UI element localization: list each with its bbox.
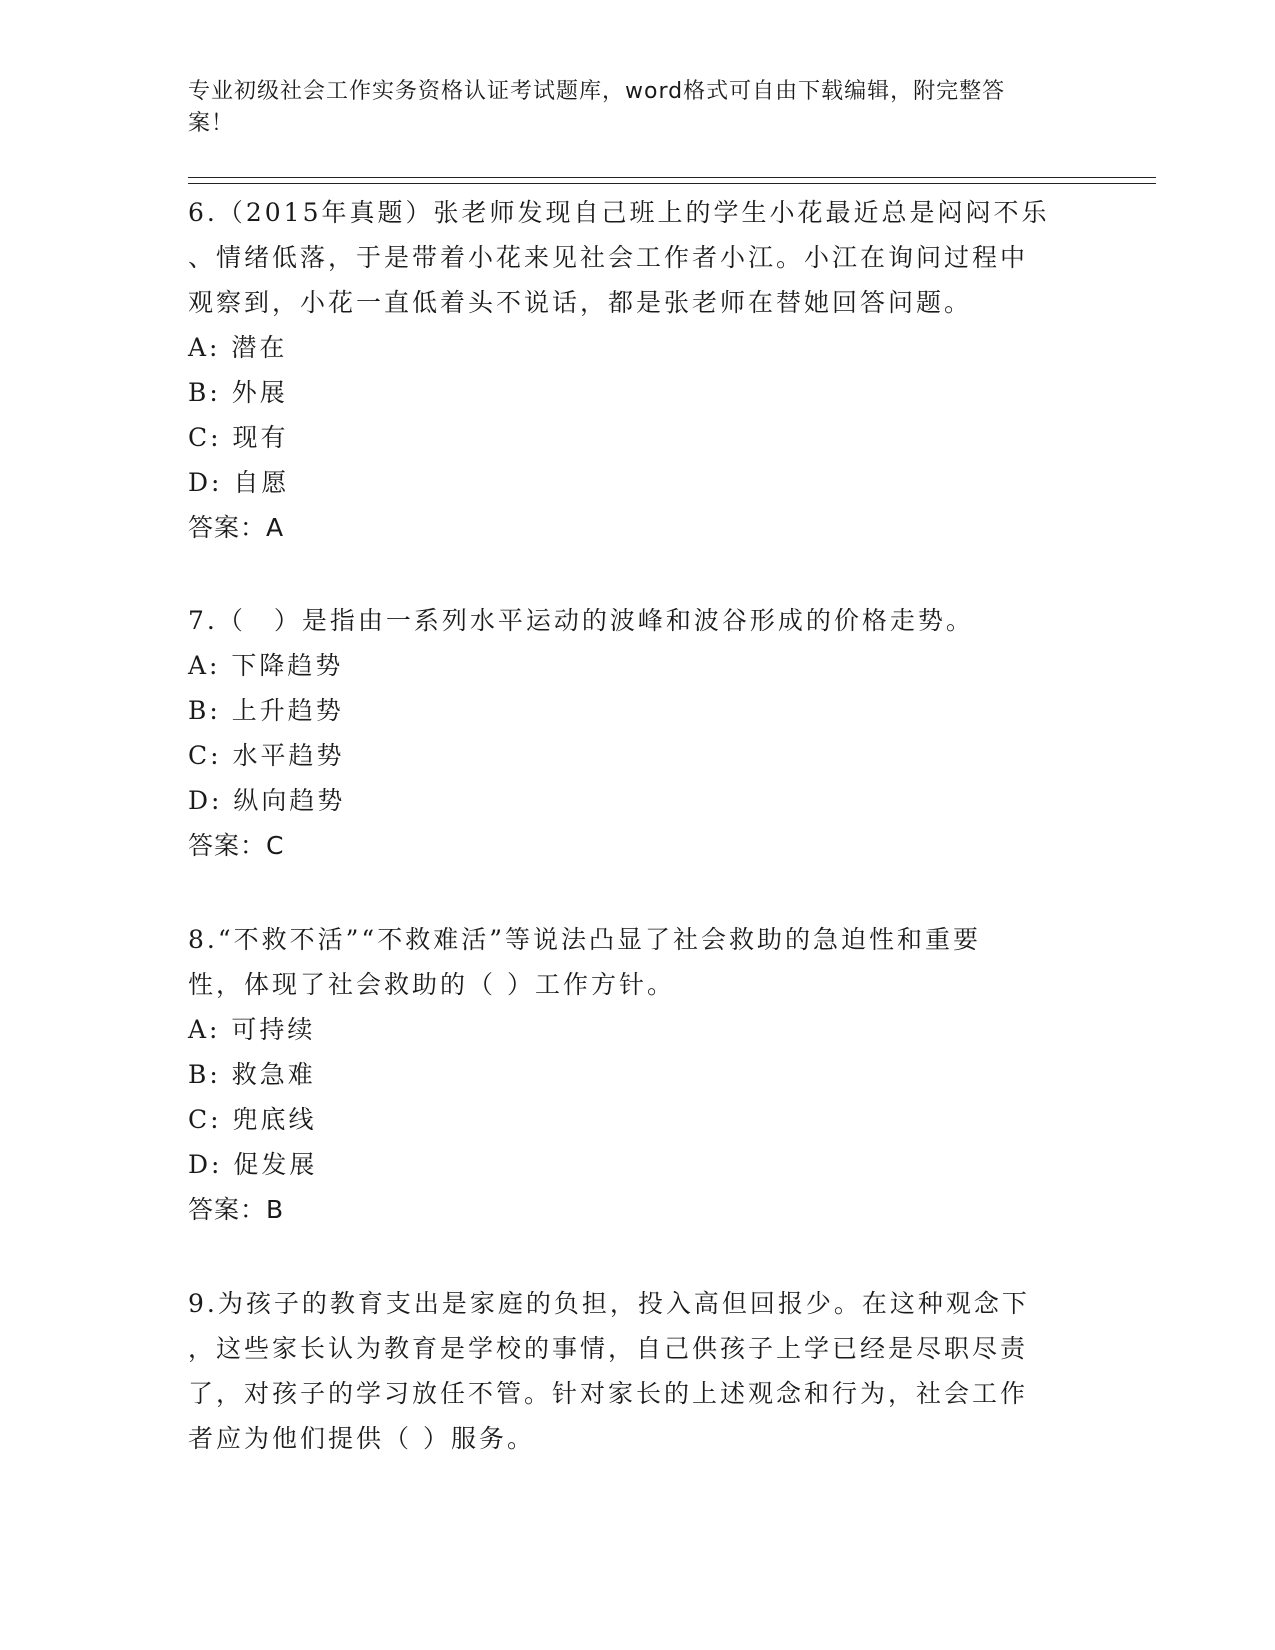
question-8-answer: 答案：B xyxy=(188,1195,285,1224)
question-6-answer: 答案：A xyxy=(188,513,285,542)
header-line-1: 专业初级社会工作实务资格认证考试题库，word格式可自由下载编辑，附完整答 xyxy=(188,79,1006,104)
question-7-option-d: D: 纵向趋势 xyxy=(188,786,346,815)
question-8-option-b: B: 救急难 xyxy=(188,1060,316,1089)
question-7-option-a: A: 下降趋势 xyxy=(188,651,344,680)
question-6-option-c: C: 现有 xyxy=(188,423,289,452)
question-6-line-2: 、情绪低落，于是带着小花来见社会工作者小江。小江在询问过程中 xyxy=(188,243,1029,272)
question-6-option-a: A: 潜在 xyxy=(188,333,288,362)
question-9-line-1: 9.为孩子的教育支出是家庭的负担，投入高但回报少。在这种观念下 xyxy=(188,1289,1030,1318)
question-6-line-1: 6.（2015年真题）张老师发现自己班上的学生小花最近总是闷闷不乐 xyxy=(188,198,1050,227)
question-8-line-1: 8.“不救不活”“不救难活”等说法凸显了社会救助的急迫性和重要 xyxy=(188,925,981,954)
question-7-answer: 答案：C xyxy=(188,831,285,860)
document-header xyxy=(188,76,1068,140)
question-9-line-4: 者应为他们提供（ ）服务。 xyxy=(188,1424,535,1453)
question-7 xyxy=(188,598,1068,868)
question-7-option-b: B: 上升趋势 xyxy=(188,696,344,725)
question-8-line-2: 性，体现了社会救助的（ ）工作方针。 xyxy=(188,970,675,999)
question-8 xyxy=(188,917,1068,1232)
question-6 xyxy=(188,190,1068,550)
question-8-option-a: A: 可持续 xyxy=(188,1015,316,1044)
header-line-2: 案！ xyxy=(188,111,235,136)
question-6-option-d: D: 自愿 xyxy=(188,468,290,497)
question-8-option-c: C: 兜底线 xyxy=(188,1105,317,1134)
question-8-option-d: D: 促发展 xyxy=(188,1150,318,1179)
question-7-line-1: 7.（ ）是指由一系列水平运动的波峰和波谷形成的价格走势。 xyxy=(188,606,974,635)
header-divider-top xyxy=(188,177,1156,178)
header-divider-bottom xyxy=(188,183,1156,184)
question-9-line-3: 了，对孩子的学习放任不管。针对家长的上述观念和行为，社会工作 xyxy=(188,1379,1029,1408)
question-7-option-c: C: 水平趋势 xyxy=(188,741,345,770)
question-9-line-2: ，这些家长认为教育是学校的事情，自己供孩子上学已经是尽职尽责 xyxy=(188,1334,1029,1363)
question-6-line-3: 观察到，小花一直低着头不说话，都是张老师在替她回答问题。 xyxy=(188,288,973,317)
question-9 xyxy=(188,1281,1068,1461)
question-6-option-b: B: 外展 xyxy=(188,378,288,407)
